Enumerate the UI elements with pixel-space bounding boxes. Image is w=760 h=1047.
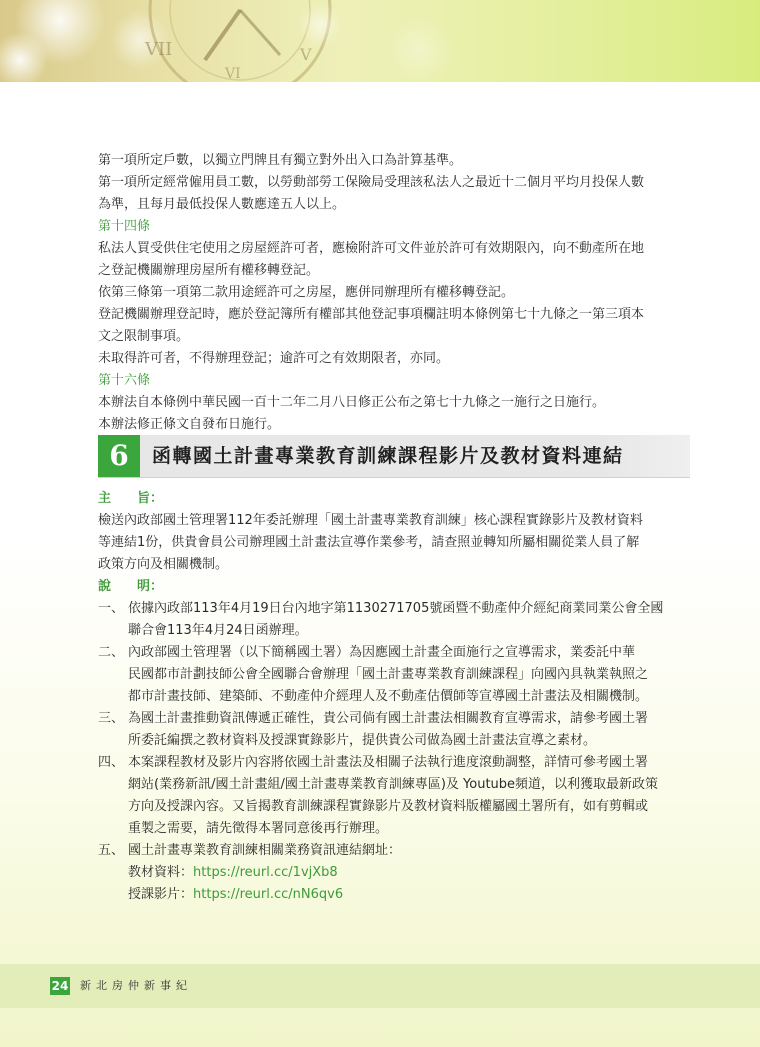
- paragraph: 第一項所定戶數，以獨立門牌且有獨立對外出入口為計算基準。: [98, 153, 463, 168]
- item-marker: 五、: [98, 843, 125, 858]
- item-line: 網站(業務新訊/國土計畫組/國土計畫專業教育訓練專區)及 Youtube頻道，以利獲取最新政策: [128, 777, 659, 792]
- paragraph: 未取得許可者，不得辦理登記；逾許可之有效期限者，亦同。: [98, 351, 450, 366]
- item-marker: 四、: [98, 755, 125, 770]
- item-marker: 三、: [98, 711, 125, 726]
- item-line: 都市計畫技師、建築師、不動產仲介經理人及不動產估價師等宣導國土計畫法及相關機制。: [128, 689, 649, 704]
- section-6-header: [98, 435, 690, 478]
- clock-decoration-icon: [0, 0, 760, 82]
- paragraph: 之登記機關辦理房屋所有權移轉登記。: [98, 263, 320, 278]
- link-row-materials: [98, 862, 694, 884]
- header-banner: [0, 0, 760, 82]
- paragraph: 本辦法修正條文自發布日施行。: [98, 417, 281, 432]
- subject-line: 等連結1份，供貴會員公司辦理國土計畫法宣導作業參考，請查照並轉知所屬相關從業人員了解: [98, 535, 640, 550]
- item-marker: 二、: [98, 645, 125, 660]
- subject-label: 主 旨：: [98, 491, 164, 506]
- notice-body: [98, 488, 694, 906]
- svg-text:VII: VII: [145, 39, 173, 60]
- article-14-heading: 第十四條: [98, 219, 151, 234]
- item-line: 依據內政部113年4月19日台內地字第1130271705號函暨不動產仲介經紀商業同業公會全國: [128, 601, 664, 616]
- section-number-badge: 6: [98, 435, 140, 477]
- svg-text:V: V: [300, 45, 312, 64]
- paragraph: 本辦法自本條例中華民國一百十二年二月八日修正公布之第七十九條之一施行之日施行。: [98, 395, 606, 410]
- explanation-item-4: [98, 752, 694, 840]
- regulation-text: [98, 150, 693, 436]
- publication-title: 新北房仲新事紀: [80, 979, 192, 992]
- link-label: 教材資料：: [128, 865, 194, 880]
- article-16-heading: 第十六條: [98, 373, 151, 388]
- item-line: 方向及授課內容。又旨揭教育訓練課程實錄影片及教材資料版權屬國土署所有，如有剪輯或: [128, 799, 649, 814]
- paragraph: 私法人買受供住宅使用之房屋經許可者，應檢附許可文件並於許可有效期限內，向不動產所在地: [98, 241, 645, 256]
- explanation-item-1: [98, 598, 694, 642]
- paragraph: 為準，且每月最低投保人數應達五人以上。: [98, 197, 346, 212]
- item-line: 內政部國土管理署（以下簡稱國土署）為因應國土計畫全面施行之宣導需求，業委託中華: [128, 645, 636, 660]
- subject-line: 政策方向及相關機制。: [98, 557, 229, 572]
- materials-link[interactable]: https://reurl.cc/1vjXb8: [193, 865, 338, 880]
- item-line: 聯合會113年4月24日函辦理。: [128, 623, 308, 638]
- link-label: 授課影片：: [128, 887, 194, 902]
- explanation-item-3: [98, 708, 694, 752]
- link-row-videos: [98, 884, 694, 906]
- subject-line: 檢送內政部國土管理署112年委託辦理「國土計畫專業教育訓練」核心課程實錄影片及教材資料: [98, 513, 643, 528]
- paragraph: 第一項所定經常僱用員工數，以勞動部勞工保險局受理該私法人之最近十二個月平均月投保人數: [98, 175, 645, 190]
- explanation-item-2: [98, 642, 694, 708]
- item-line: 重製之需要，請先徵得本署同意後再行辦理。: [128, 821, 389, 836]
- paragraph: 文之限制事項。: [98, 329, 190, 344]
- svg-text:VI: VI: [225, 66, 241, 82]
- item-line: 為國土計畫推動資訊傳遞正確性，貴公司倘有國土計畫法相關教育宣導需求，請參考國土署: [128, 711, 649, 726]
- paragraph: 登記機關辦理登記時，應於登記簿所有權部其他登記事項欄註明本條例第七十九條之一第三項本: [98, 307, 645, 322]
- item-line: 所委託編撰之教材資料及授課實錄影片，提供貴公司做為國土計畫法宣導之素材。: [128, 733, 597, 748]
- item-line: 民國都市計劃技師公會全國聯合會辦理「國土計畫專業教育訓練課程」向國內具執業執照之: [128, 667, 649, 682]
- explanation-item-5: [98, 840, 694, 862]
- item-line: 國土計畫專業教育訓練相關業務資訊連結網址：: [128, 843, 402, 858]
- videos-link[interactable]: https://reurl.cc/nN6qv6: [193, 887, 344, 902]
- explanation-label: 說 明：: [98, 579, 164, 594]
- item-line: 本案課程教材及影片內容將依國土計畫法及相關子法執行進度滾動調整，詳情可參考國土署: [128, 755, 649, 770]
- section-title: 函轉國土計畫專業教育訓練課程影片及教材資料連結: [152, 445, 624, 467]
- page-number: 24: [51, 979, 69, 993]
- item-marker: 一、: [98, 601, 125, 616]
- paragraph: 依第三條第一項第二款用途經許可之房屋，應併同辦理所有權移轉登記。: [98, 285, 515, 300]
